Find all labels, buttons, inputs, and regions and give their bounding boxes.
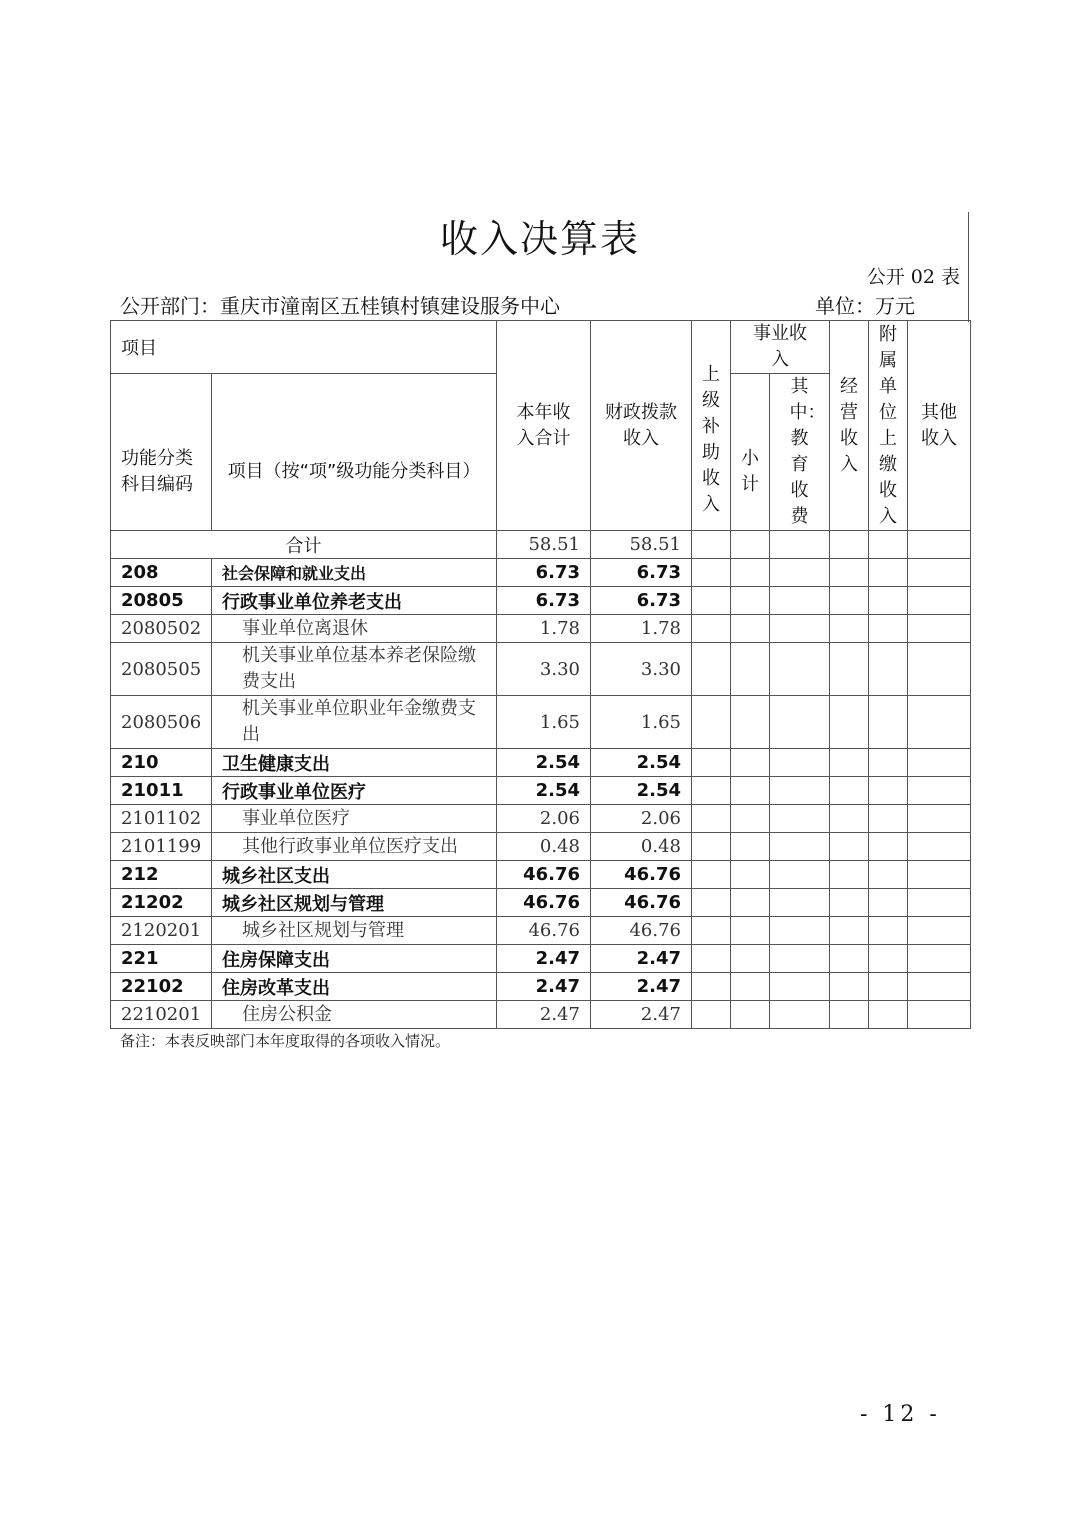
row-subtotal xyxy=(731,696,770,749)
total-label: 合计 xyxy=(111,531,497,559)
table-row xyxy=(111,777,971,805)
header-affiliated: 附属单位上缴收入 xyxy=(869,321,908,531)
row-code: 2080502 xyxy=(111,615,212,643)
row-fiscal: 2.06 xyxy=(591,805,692,833)
row-subtotal xyxy=(731,1001,770,1029)
row-operating xyxy=(830,833,869,861)
row-operating xyxy=(830,615,869,643)
row-education xyxy=(770,1001,830,1029)
table-row xyxy=(111,1001,971,1029)
header-func-name: 项目（按“项”级功能分类科目） xyxy=(212,374,497,531)
row-other xyxy=(908,861,971,889)
row-name: 城乡社区规划与管理 xyxy=(212,917,497,945)
row-operating xyxy=(830,696,869,749)
row-education xyxy=(770,945,830,973)
row-code: 221 xyxy=(111,945,212,973)
row-affiliated xyxy=(869,777,908,805)
row-code: 2080505 xyxy=(111,643,212,696)
row-name: 行政事业单位医疗 xyxy=(212,777,497,805)
row-superior xyxy=(692,889,731,917)
row-education xyxy=(770,777,830,805)
row-total-income: 6.73 xyxy=(497,587,591,615)
row-education xyxy=(770,917,830,945)
table-row xyxy=(111,559,971,587)
row-fiscal: 6.73 xyxy=(591,559,692,587)
row-fiscal: 2.54 xyxy=(591,777,692,805)
row-superior xyxy=(692,696,731,749)
row-fiscal: 46.76 xyxy=(591,889,692,917)
row-code: 210 xyxy=(111,749,212,777)
row-operating xyxy=(830,889,869,917)
table-row xyxy=(111,587,971,615)
header-row-1 xyxy=(111,321,971,374)
row-other xyxy=(908,615,971,643)
row-fiscal: 6.73 xyxy=(591,587,692,615)
row-superior xyxy=(692,559,731,587)
header-func-code: 功能分类科目编码 xyxy=(111,374,212,531)
row-code: 2080506 xyxy=(111,696,212,749)
row-affiliated xyxy=(869,917,908,945)
row-affiliated xyxy=(869,643,908,696)
row-other xyxy=(908,917,971,945)
row-other xyxy=(908,945,971,973)
row-subtotal xyxy=(731,973,770,1001)
row-superior xyxy=(692,643,731,696)
row-affiliated xyxy=(869,749,908,777)
table-row xyxy=(111,749,971,777)
row-total-income: 46.76 xyxy=(497,917,591,945)
row-code: 22102 xyxy=(111,973,212,1001)
row-superior xyxy=(692,615,731,643)
income-table xyxy=(110,320,971,1029)
row-total-income: 46.76 xyxy=(497,861,591,889)
row-other xyxy=(908,749,971,777)
row-superior xyxy=(692,945,731,973)
row-operating xyxy=(830,805,869,833)
row-operating xyxy=(830,777,869,805)
page-title: 收入决算表 xyxy=(439,217,640,261)
right-margin-rule xyxy=(968,212,969,322)
table-row xyxy=(111,973,971,1001)
row-affiliated xyxy=(869,1001,908,1029)
row-other xyxy=(908,643,971,696)
row-subtotal xyxy=(731,749,770,777)
row-code: 21011 xyxy=(111,777,212,805)
row-affiliated xyxy=(869,973,908,1001)
row-operating xyxy=(830,917,869,945)
row-education xyxy=(770,749,830,777)
row-fiscal: 3.30 xyxy=(591,643,692,696)
row-superior xyxy=(692,749,731,777)
row-total-income: 2.47 xyxy=(497,945,591,973)
department-line: 公开部门：重庆市潼南区五桂镇村镇建设服务中心 xyxy=(120,294,560,318)
row-subtotal xyxy=(731,889,770,917)
row-fiscal: 1.78 xyxy=(591,615,692,643)
row-superior xyxy=(692,805,731,833)
table-row xyxy=(111,917,971,945)
table-row xyxy=(111,861,971,889)
row-total-income: 2.47 xyxy=(497,973,591,1001)
row-fiscal: 46.76 xyxy=(591,861,692,889)
row-name: 机关事业单位职业年金缴费支出 xyxy=(212,696,497,749)
row-education xyxy=(770,889,830,917)
row-other xyxy=(908,587,971,615)
row-operating xyxy=(830,861,869,889)
row-fiscal: 46.76 xyxy=(591,917,692,945)
row-operating xyxy=(830,749,869,777)
row-other xyxy=(908,696,971,749)
row-name: 事业单位医疗 xyxy=(212,805,497,833)
header-operating: 经营收入 xyxy=(830,321,869,531)
row-subtotal xyxy=(731,861,770,889)
row-education xyxy=(770,805,830,833)
row-code: 208 xyxy=(111,559,212,587)
row-operating xyxy=(830,1001,869,1029)
row-education xyxy=(770,696,830,749)
row-name: 事业单位离退休 xyxy=(212,615,497,643)
row-affiliated xyxy=(869,833,908,861)
row-fiscal: 2.47 xyxy=(591,1001,692,1029)
row-affiliated xyxy=(869,615,908,643)
row-total-income: 2.54 xyxy=(497,749,591,777)
row-name: 住房保障支出 xyxy=(212,945,497,973)
row-affiliated xyxy=(869,805,908,833)
header-superior: 上级补助收入 xyxy=(692,321,731,531)
row-education xyxy=(770,615,830,643)
row-other xyxy=(908,973,971,1001)
row-code: 2101102 xyxy=(111,805,212,833)
row-total-income: 2.47 xyxy=(497,1001,591,1029)
row-code: 212 xyxy=(111,861,212,889)
table-row xyxy=(111,889,971,917)
row-superior xyxy=(692,777,731,805)
row-superior xyxy=(692,973,731,1001)
row-name: 行政事业单位养老支出 xyxy=(212,587,497,615)
row-other xyxy=(908,1001,971,1029)
row-name: 住房公积金 xyxy=(212,1001,497,1029)
row-subtotal xyxy=(731,615,770,643)
row-total-income: 0.48 xyxy=(497,833,591,861)
row-name: 卫生健康支出 xyxy=(212,749,497,777)
row-name: 城乡社区支出 xyxy=(212,861,497,889)
row-name: 社会保障和就业支出 xyxy=(212,559,497,587)
row-subtotal xyxy=(731,805,770,833)
row-subtotal xyxy=(731,833,770,861)
table-row xyxy=(111,805,971,833)
row-code: 2210201 xyxy=(111,1001,212,1029)
header-subtotal: 小计 xyxy=(731,374,770,531)
total-income-value: 58.51 xyxy=(497,531,591,559)
row-education xyxy=(770,973,830,1001)
header-total-income: 本年收入合计 xyxy=(497,321,591,531)
row-code: 2101199 xyxy=(111,833,212,861)
row-total-income: 2.06 xyxy=(497,805,591,833)
table-row xyxy=(111,945,971,973)
header-fiscal: 财政拨款收入 xyxy=(591,321,692,531)
row-total-income: 3.30 xyxy=(497,643,591,696)
row-superior xyxy=(692,833,731,861)
row-other xyxy=(908,833,971,861)
header-education: 其中：教育收费 xyxy=(770,374,830,531)
row-subtotal xyxy=(731,643,770,696)
row-operating xyxy=(830,945,869,973)
row-education xyxy=(770,587,830,615)
row-fiscal: 2.54 xyxy=(591,749,692,777)
row-affiliated xyxy=(869,559,908,587)
row-name: 城乡社区规划与管理 xyxy=(212,889,497,917)
table-row xyxy=(111,643,971,696)
row-other xyxy=(908,777,971,805)
table-row xyxy=(111,615,971,643)
header-business-income: 事业收入 xyxy=(731,321,830,374)
page-number: - 12 - xyxy=(860,1402,941,1427)
total-fiscal-value: 58.51 xyxy=(591,531,692,559)
footnote: 备注：本表反映部门本年度取得的各项收入情况。 xyxy=(120,1032,451,1050)
row-operating xyxy=(830,973,869,1001)
total-row xyxy=(111,531,971,559)
header-other: 其他收入 xyxy=(908,321,971,531)
row-fiscal: 2.47 xyxy=(591,973,692,1001)
row-other xyxy=(908,559,971,587)
row-affiliated xyxy=(869,889,908,917)
table-row xyxy=(111,833,971,861)
row-code: 20805 xyxy=(111,587,212,615)
row-total-income: 2.54 xyxy=(497,777,591,805)
row-operating xyxy=(830,643,869,696)
row-total-income: 1.65 xyxy=(497,696,591,749)
row-total-income: 6.73 xyxy=(497,559,591,587)
data-rows xyxy=(111,559,971,1029)
row-superior xyxy=(692,587,731,615)
row-name: 其他行政事业单位医疗支出 xyxy=(212,833,497,861)
row-affiliated xyxy=(869,861,908,889)
row-other xyxy=(908,805,971,833)
row-other xyxy=(908,889,971,917)
row-superior xyxy=(692,861,731,889)
row-education xyxy=(770,861,830,889)
unit-label: 单位：万元 xyxy=(815,294,915,318)
row-education xyxy=(770,833,830,861)
row-code: 21202 xyxy=(111,889,212,917)
row-operating xyxy=(830,559,869,587)
row-total-income: 46.76 xyxy=(497,889,591,917)
row-code: 2120201 xyxy=(111,917,212,945)
row-affiliated xyxy=(869,696,908,749)
row-fiscal: 1.65 xyxy=(591,696,692,749)
row-education xyxy=(770,643,830,696)
row-affiliated xyxy=(869,945,908,973)
row-fiscal: 2.47 xyxy=(591,945,692,973)
row-name: 住房改革支出 xyxy=(212,973,497,1001)
row-fiscal: 0.48 xyxy=(591,833,692,861)
row-subtotal xyxy=(731,945,770,973)
row-affiliated xyxy=(869,587,908,615)
row-subtotal xyxy=(731,917,770,945)
row-subtotal xyxy=(731,587,770,615)
row-subtotal xyxy=(731,777,770,805)
row-name: 机关事业单位基本养老保险缴费支出 xyxy=(212,643,497,696)
row-superior xyxy=(692,917,731,945)
row-operating xyxy=(830,587,869,615)
header-item: 项目 xyxy=(111,321,497,374)
row-total-income: 1.78 xyxy=(497,615,591,643)
table-row xyxy=(111,696,971,749)
row-education xyxy=(770,559,830,587)
row-subtotal xyxy=(731,559,770,587)
table-number: 公开 02 表 xyxy=(866,266,960,288)
row-superior xyxy=(692,1001,731,1029)
